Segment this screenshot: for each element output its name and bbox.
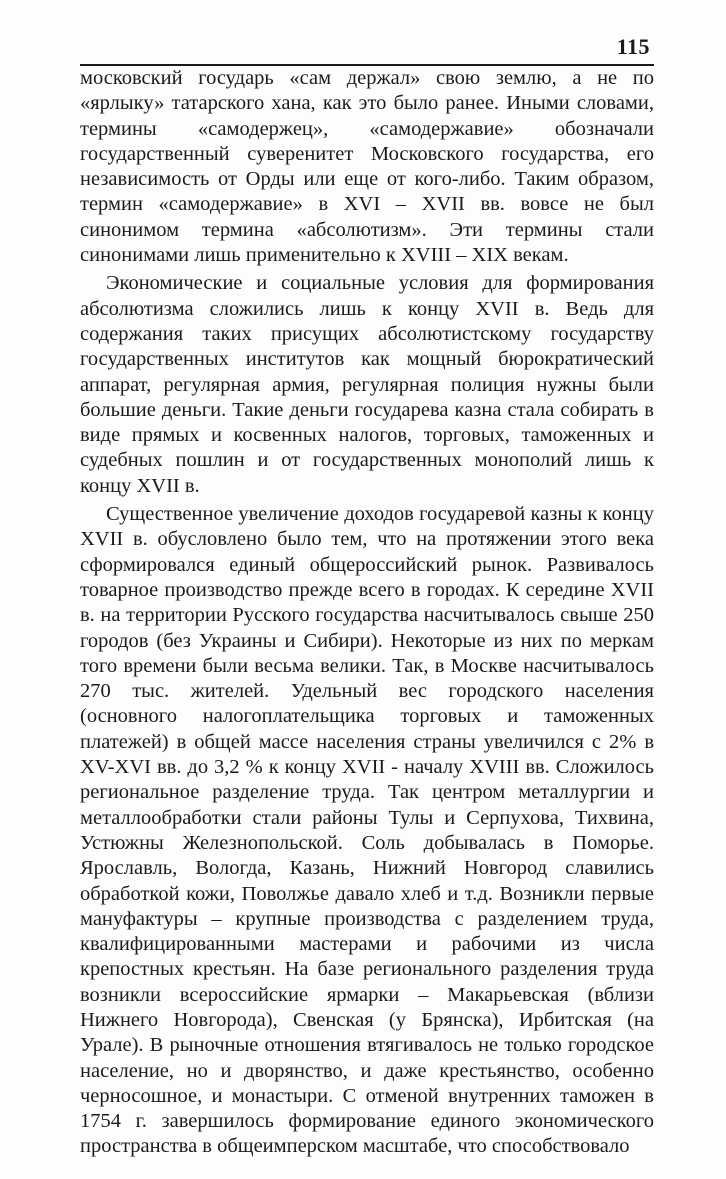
paragraph-treasury-income: Существенное увеличение доходов государевой казны к концу XVII в. обусловлено было тем, что на протяжении этого века сформировался единый общероссийский рынок. Развивалось товарное производство прежде всего в городах. К середине XVII в. на территории Русского государства насчитывалось свыше 250 городов (без Украины и Сибири). Некоторые из них по меркам того времени были весьма велики. Так, в Москве насчитывалось 270 тыс. жителей. Удельный вес городского населения (основного налогоплательщика торговых и таможенных платежей) в общей массе населения страны увеличился с 2% в XV-XVI вв. до 3,2 % к концу XVII - началу XVIII вв. Сложилось региональное разделение труда. Так центром металлургии и металлообработки стали районы Тулы и Серпухова, Тихвина, Устюжны Железнопольской. Соль добывалась в Поморье. Ярославль, Вологда, Казань, Нижний Новгород славились обработкой кожи, Поволжье давало хлеб и т.д. Возникли первые мануфактуры – крупные производства с разделением труда, квалифицированными мастерами и рабочими из числа крепостных крестьян. На базе регионального разделения труда возникли всероссийские ярмарки – Макарьевская (вблизи Нижнего Новгорода), Свенская (у Брянска), Ирбитская (на Урале). В рыночные отношения втягивалось не только городское население, но и дворянство, и даже крестьянство, особенно черносошное, и монастыри. С отменой внутренних таможен в 1754 г. завершилось формирование единого экономического пространства в общеимперском масштабе, что способствовало: [80, 503, 654, 1158]
paragraph-economic-conditions: Экономические и социальные условия для формирования абсолютизма сложились лишь к концу XVII в. Ведь для содержания таких присущих абсолютистскому государству государственных институтов как мощный бюрократический аппарат, регулярная армия, регулярная полиция нужны были большие деньги. Такие деньги государева казна стала собирать в виде прямых и косвенных налогов, торговых, таможенных и судебных пошлин и от государственных монополий лишь к концу XVII в.: [80, 272, 654, 497]
page-number: 115: [616, 34, 650, 59]
paragraph-continuation: московский государь «сам держал» свою землю, а не по «ярлыку» татарского хана, как это было ранее. Иными словами, термины «самодержец», «самодержавие» обозначали государственный суверенитет Московского государства, его независимость от Орды или еще от кого-либо. Таким образом, термин «самодержавие» в XVI – XVII вв. вовсе не был синонимом термина «абсолютизм». Эти термины стали синонимами лишь применительно к XVIII – XIX векам.: [80, 67, 654, 267]
page-text: [80, 66, 654, 1160]
